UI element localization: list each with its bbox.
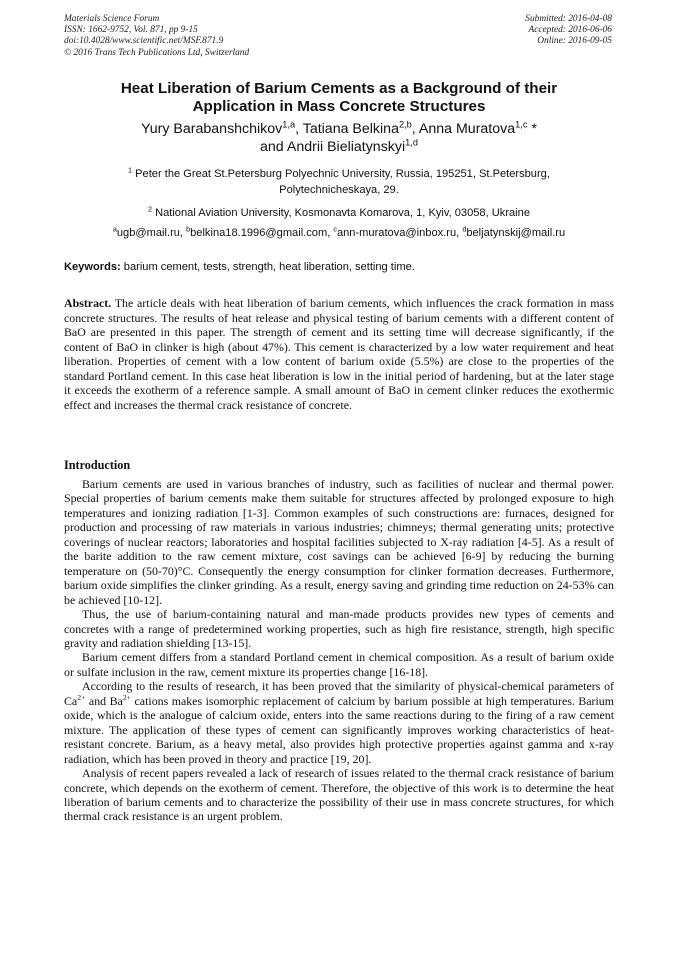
submitted-date: Submitted: 2016-04-08 [525, 14, 612, 24]
keywords-label: Keywords: [64, 261, 121, 273]
abstract [64, 296, 614, 412]
paragraph: Barium cement differs from a standard Portland cement in chemical composition. As a result of barium oxide or sulfate inclusion in the raw, cement mixture its properties change [16-18]. [64, 650, 614, 679]
author-conjunction: and [260, 139, 287, 155]
email: belkina18.1996@gmail.com, [190, 227, 334, 239]
title-line-2: Application in Mass Concrete Structures [192, 98, 486, 115]
author-emails [64, 226, 614, 242]
online-date: Online: 2016-09-05 [537, 36, 612, 47]
copyright-line: © 2016 Trans Tech Publications Ltd, Switzerland [64, 47, 250, 58]
paragraph: Analysis of recent papers revealed a lack of research of issues related to the thermal crack resistance of barium concrete, which depends on the exotherm of cement. Therefore, the objective of this work is to determine the heat liberation of barium cements and to characterize the possibility of their use in mass concrete structures, for which thermal crack resistance is an urgent problem. [64, 766, 614, 824]
paper-title [64, 80, 614, 116]
author-name: Andrii Bieliatynskyi [286, 139, 406, 155]
issn-line: ISSN: 1662-9752, Vol. 871, pp 9-15 [64, 25, 198, 36]
author-affiliation-sup: 1,a [282, 119, 296, 130]
keywords [64, 260, 614, 274]
section-heading-introduction: Introduction [64, 458, 131, 472]
author-separator: , [411, 121, 419, 137]
doi-line: doi:10.4028/www.scientific.net/MSF.871.9 [64, 36, 224, 47]
submission-dates [525, 14, 612, 48]
author-affiliation-sup: 2,b [398, 119, 412, 130]
affiliation-1 [64, 167, 614, 198]
affiliation-2 [64, 206, 614, 222]
ion-charge: 2+ [122, 692, 132, 702]
paragraph: Barium cements are used in various branches of industry, such as facilities of nuclear and thermal power. Special properties of barium cements make them suitable for structures affected by prolonged exposure to high temperatures and ionizing radiation [1-3]. Common examples of such constructions are: furnaces, designed for production and processing of raw materials in various industries; chimneys; thermal generating units; protective coverings of nuclear reactors; laboratories and hospital facilities subjected to X-ray radiation [4-5]. As a result of the barite addition to the raw cement mixture, cost savings can be achieved [6-9] by reducing the burning temperature on (50-70)°C. Consequently the energy consumption for clinker formation decreases. Furthermore, barium oxide simplifies the clinker grinding. As a result, energy saving and grinding time reduction on 24-53% can be achieved [10-12]. [64, 477, 614, 607]
author-name: Anna Muratova [418, 121, 516, 137]
email-sup: d [462, 224, 467, 234]
ion-charge: 2+ [77, 692, 86, 702]
abstract-label: Abstract. [64, 296, 112, 310]
corresponding-author-mark: * [527, 121, 537, 137]
journal-name: Materials Science Forum [64, 14, 160, 24]
affiliation-text: National Aviation University, Kosmonavta Komarova, 1, Kyiv, 03058, Ukraine [152, 207, 530, 219]
email: ugb@mail.ru, [116, 227, 187, 239]
author-affiliation-sup: 1,c [515, 119, 528, 130]
affiliation-text: Peter the Great St.Petersburg Polyechnic University, Russia, 195251, St.Petersburg, [132, 168, 550, 180]
accepted-date: Accepted: 2016-06-06 [528, 25, 612, 36]
author-affiliation-sup: 1,d [405, 137, 418, 148]
journal-info [64, 14, 249, 59]
paragraph-text: cations makes isomorphic replacement of calcium by barium possible at high temperatures. Barium oxide, which is the analogue of calcium oxide, enters into the same reactions during to the firing of a raw cement mixture. The application of these types of cement can significantly improves working characteristics of heat-resistant concrete. Barium, as a heavy metal, also provides high protective properties against gamma and x-ray radiation, which has been proved in theory and practice [19, 20]. [64, 693, 614, 766]
author-name: Yury Barabanshchikov [141, 121, 283, 137]
abstract-text: The article deals with heat liberation of barium cements, which influences the crack formation in mass concrete structures. The results of heat release and physical testing of barium cements with a different content of BaO are presented in this paper. The strength of cement and its setting time will decrease significantly, if the content of BaO in clinker is high (about 47%). This cement is characterized by a low water requirement and heat liberation. Properties of cement with a low content of barium oxide (5.5%) are close to the properties of the standard Portland cement. In this case heat liberation is low in the initial period of hardening, but at the later stage it exceeds the exotherm of a reference sample. A small amount of BaO in cement clinker reduces the exothermic effect and increases the thermal crack resistance of concrete. [64, 296, 614, 412]
affiliation-number: 2 [147, 204, 152, 214]
paragraph [64, 679, 614, 766]
email: ann-muratova@inbox.ru, [336, 227, 463, 239]
paragraph-text: According to the results of research, it has been proved that the similarity of physical-chemical parameters of Ca [64, 679, 614, 708]
email-sup: a [112, 224, 117, 234]
paragraph-text: and Ba [85, 693, 123, 708]
affiliation-text: Polytechnicheskaya, 29. [279, 183, 399, 196]
email: beljatynskij@mail.ru [466, 227, 566, 239]
affiliation-number: 1 [128, 165, 133, 175]
author-separator: , [295, 121, 303, 137]
email-sup: b [186, 224, 191, 234]
author-name: Tatiana Belkina [302, 121, 399, 137]
title-line-1: Heat Liberation of Barium Cements as a Background of their [120, 80, 558, 97]
author-list [64, 120, 614, 156]
introduction-body [64, 477, 614, 824]
paragraph: Thus, the use of barium-containing natural and man-made products provides new types of cements and concretes with a range of predetermined working properties, such as high fire resistance, strength, high specific gravity and radiation shielding [13-15]. [64, 607, 614, 650]
email-sup: c [333, 224, 337, 234]
keywords-text: barium cement, tests, strength, heat liberation, setting time. [120, 261, 415, 273]
